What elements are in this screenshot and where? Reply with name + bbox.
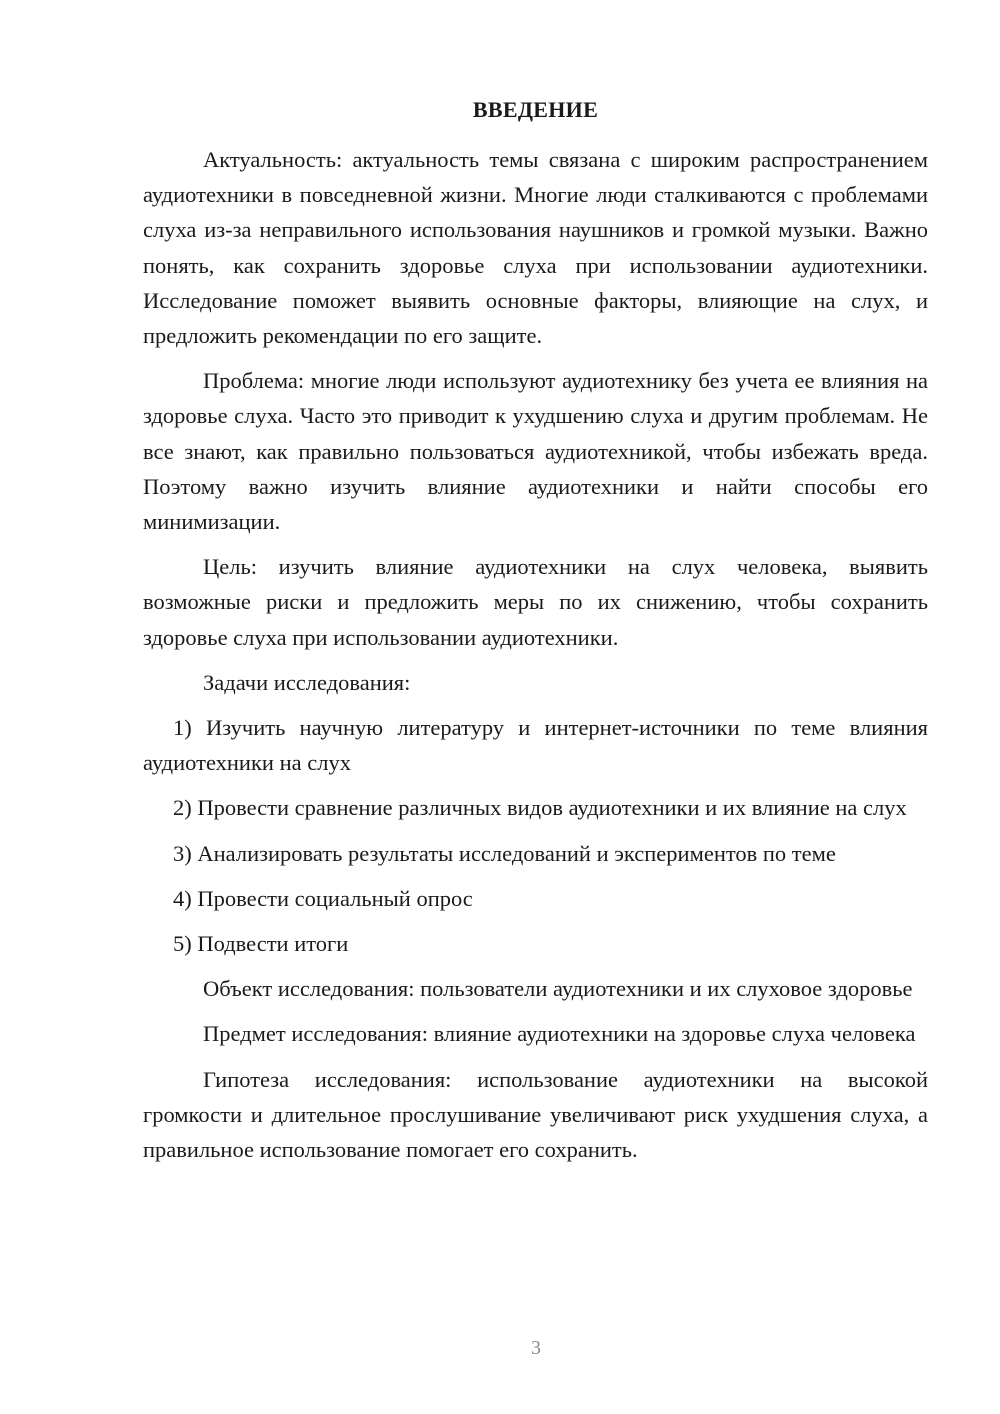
task-item-2: 2) Провести сравнение различных видов аудиотехники и их влияние на слух xyxy=(173,795,907,821)
goal-paragraph: Цель: изучить влияние аудиотехники на слух человека, выявить возможные риски и предложить меры по их снижению, чтобы сохранить здоровье слуха при использовании аудиотехники. xyxy=(143,554,928,650)
object-paragraph: Объект исследования: пользователи аудиотехники и их слуховое здоровье xyxy=(203,976,913,1002)
document-body xyxy=(143,142,928,1177)
task-item-1: 1) Изучить научную литературу и интернет-источники по теме влияния аудиотехники на слух xyxy=(143,715,928,776)
hypothesis-paragraph: Гипотеза исследования: использование аудиотехники на высокой громкости и длительное прослушивание увеличивают риск ухудшения слуха, а правильное использование помогает его сохранить. xyxy=(143,1066,928,1163)
task-item-5: 5) Подвести итоги xyxy=(173,931,349,957)
page-number: 3 xyxy=(531,1337,541,1359)
page-title: ВВЕДЕНИЕ xyxy=(472,97,599,122)
tasks-heading: Задачи исследования: xyxy=(203,669,411,695)
task-item-3: 3) Анализировать результаты исследований и экспериментов по теме xyxy=(173,840,836,866)
relevance-paragraph: Актуальность: актуальность темы связана с широким распространением аудиотехники в повседневной жизни. Многие люди сталкиваются с проблемами слуха из-за неправильного использования наушников и громкой музыки. Важно понять, как сохранить здоровье слуха при использовании аудиотехники. Исследование поможет выявить основные факторы, влияющие на слух, и предложить рекомендации по его защите. xyxy=(143,147,928,349)
problem-paragraph: Проблема: многие люди используют аудиотехнику без учета ее влияния на здоровье слуха. Часто это приводит к ухудшению слуха и другим проблемам. Не все знают, как правильно пользоваться аудиотехникой, чтобы избежать вреда. Поэтому важно изучить влияние аудиотехники и найти способы его минимизации. xyxy=(143,368,928,535)
subject-paragraph: Предмет исследования: влияние аудиотехники на здоровье слуха человека xyxy=(203,1021,916,1047)
task-item-4: 4) Провести социальный опрос xyxy=(173,885,473,911)
